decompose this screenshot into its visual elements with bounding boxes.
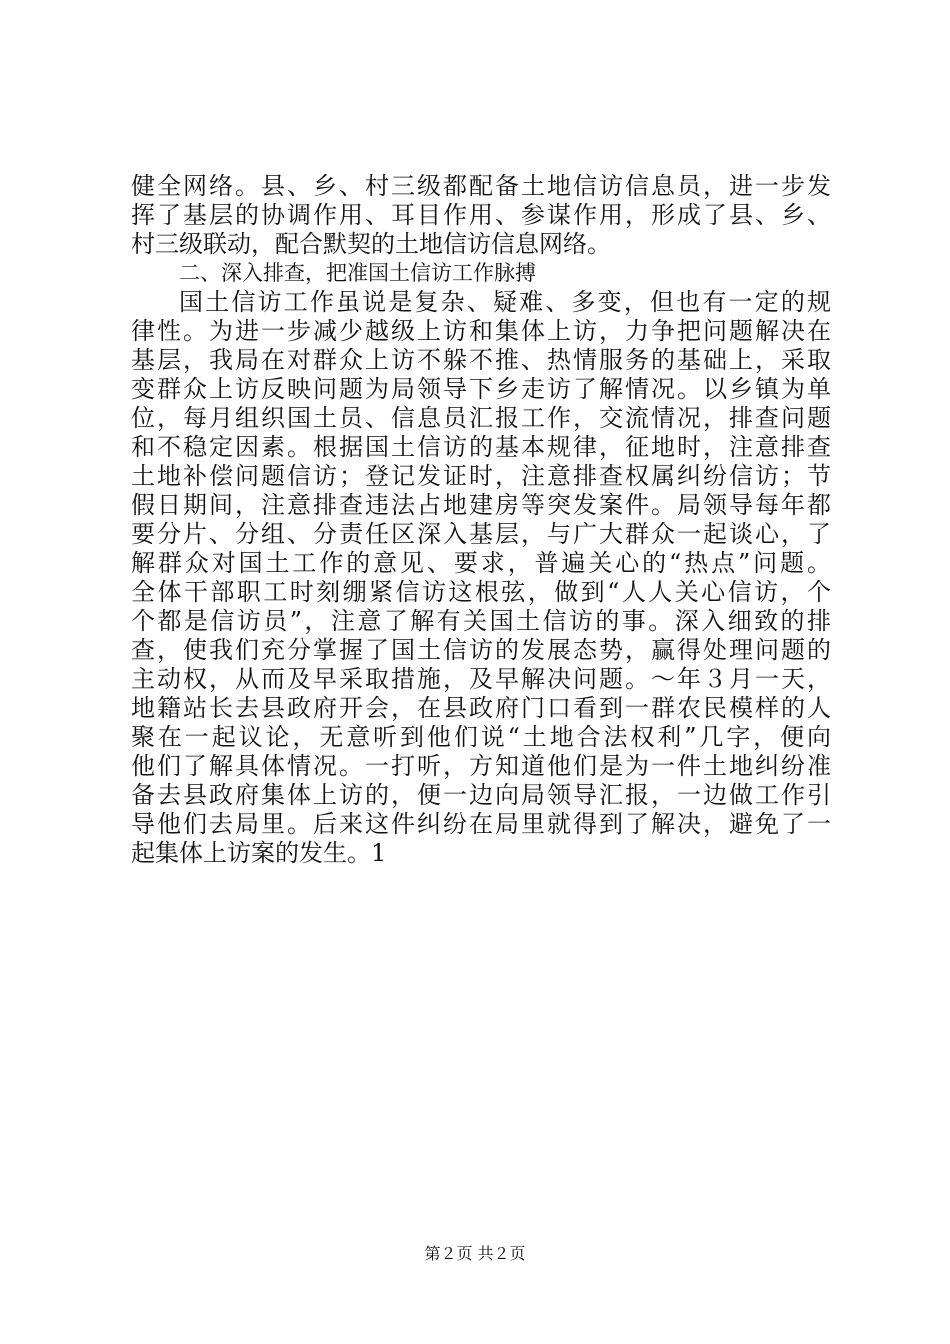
paragraph-line: 全体干部职工时刻绷紧信访这根弦，做到“人人关心信访，个 — [131, 578, 831, 606]
paragraph-line: 查，使我们充分掌握了国土信访的发展态势，赢得处理问题的 — [131, 636, 831, 664]
paragraph-line: 律性。为进一步减少越级上访和集体上访，力争把问题解决在 — [131, 317, 831, 345]
paragraph-line: 解群众对国土工作的意见、要求，普遍关心的“热点”问题。 — [131, 549, 831, 577]
paragraph-line: 假日期间，注意排查违法占地建房等突发案件。局领导每年都 — [131, 491, 831, 519]
paragraph-line: 挥了基层的协调作用、耳目作用、参谋作用，形成了县、乡、 — [131, 201, 831, 229]
paragraph-line: 地籍站长去县政府开会，在县政府门口看到一群农民模样的人 — [131, 694, 831, 722]
paragraph-line: 位，每月组织国土员、信息员汇报工作，交流情况，排查问题 — [131, 404, 831, 432]
paragraph-line: 基层，我局在对群众上访不躲不推、热情服务的基础上，采取 — [131, 346, 831, 374]
paragraph-line: 国土信访工作虽说是复杂、疑难、多变，但也有一定的规 — [179, 288, 831, 316]
paragraph-line: 主动权，从而及早采取措施，及早解决问题。～年３月一天， — [131, 665, 831, 693]
paragraph-line: 变群众上访反映问题为局领导下乡走访了解情况。以乡镇为单 — [131, 375, 831, 403]
paragraph-line: 聚在一起议论，无意听到他们说“土地合法权利”几字，便向 — [131, 723, 831, 751]
paragraph-line: 起集体上访案的发生。1 — [131, 839, 387, 867]
paragraph-line: 土地补偿问题信访；登记发证时，注意排查权属纠纷信访；节 — [131, 462, 831, 490]
paragraph-line: 和不稳定因素。根据国土信访的基本规律，征地时，注意排查 — [131, 433, 831, 461]
paragraph-line: 村三级联动，配合默契的土地信访信息网络。 — [131, 230, 611, 258]
page-number-label: 第２页 共２页 — [424, 1244, 526, 1263]
paragraph-line: 他们了解具体情况。一打听，方知道他们是为一件土地纠纷准 — [131, 752, 831, 780]
page-footer — [0, 1244, 950, 1264]
paragraph-line: 个都是信访员”，注意了解有关国土信访的事。深入细致的排 — [131, 607, 831, 635]
paragraph-line: 导他们去局里。后来这件纠纷在局里就得到了解决，避免了一 — [131, 810, 831, 838]
paragraph-line: 健全网络。县、乡、村三级都配备土地信访信息员，进一步发 — [131, 172, 831, 200]
paragraph-line: 备去县政府集体上访的，便一边向局领导汇报，一边做工作引 — [131, 781, 831, 809]
body-text — [131, 172, 831, 868]
section-heading: 二、深入排查，把准国土信访工作脉搏 — [179, 261, 536, 285]
paragraph-line: 要分片、分组、分责任区深入基层，与广大群众一起谈心，了 — [131, 520, 831, 548]
